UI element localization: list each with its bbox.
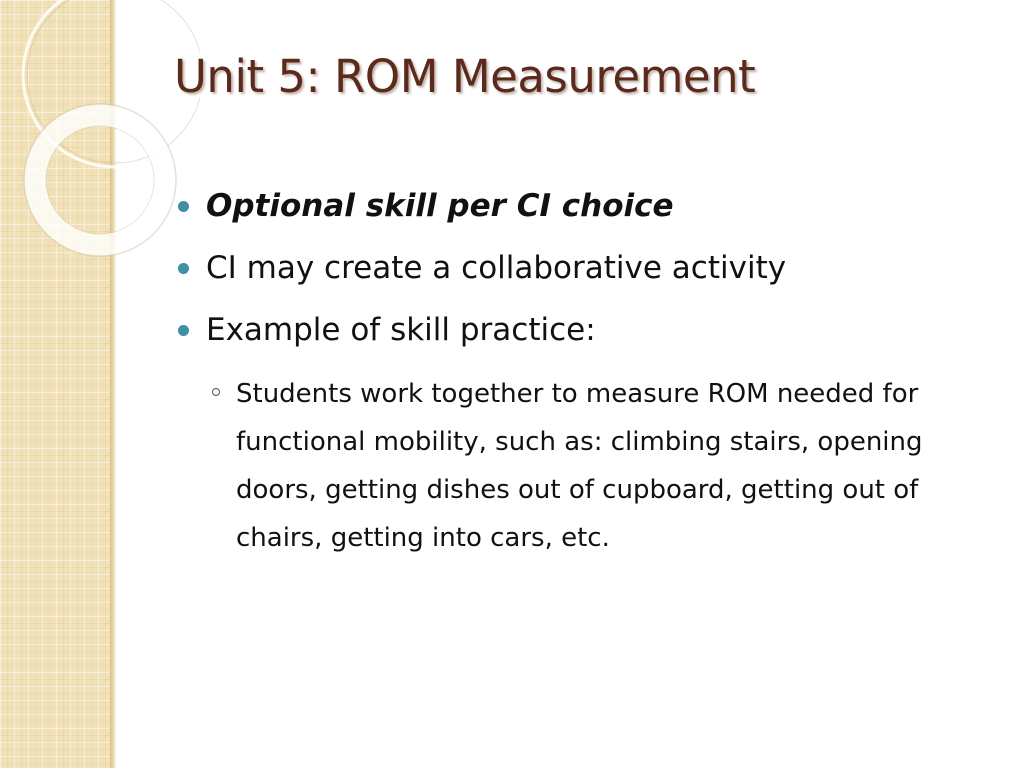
bullet-text: Example of skill practice: (206, 312, 596, 348)
sub-bullet-ring-icon (212, 388, 220, 396)
bullet-item (176, 244, 976, 306)
slide-title: Unit 5: ROM Measurement (174, 50, 756, 103)
bullet-dot-icon (178, 263, 189, 274)
bullet-dot-icon (178, 201, 189, 212)
bullet-item (176, 182, 976, 244)
bullet-dot-icon (178, 325, 189, 336)
bullet-item (176, 306, 976, 368)
sub-bullet-item (176, 370, 976, 562)
bullet-text: CI may create a collaborative activity (206, 250, 787, 286)
decorative-rings (0, 0, 200, 260)
sub-bullet-text: Students work together to measure ROM needed for functional mobility, such as: climbing stairs, opening doors, getting dishes out of cupboard, getting out of chairs, getting into cars, etc. (236, 379, 923, 553)
bullet-list (176, 182, 976, 562)
bullet-text: Optional skill per CI choice (206, 188, 674, 224)
